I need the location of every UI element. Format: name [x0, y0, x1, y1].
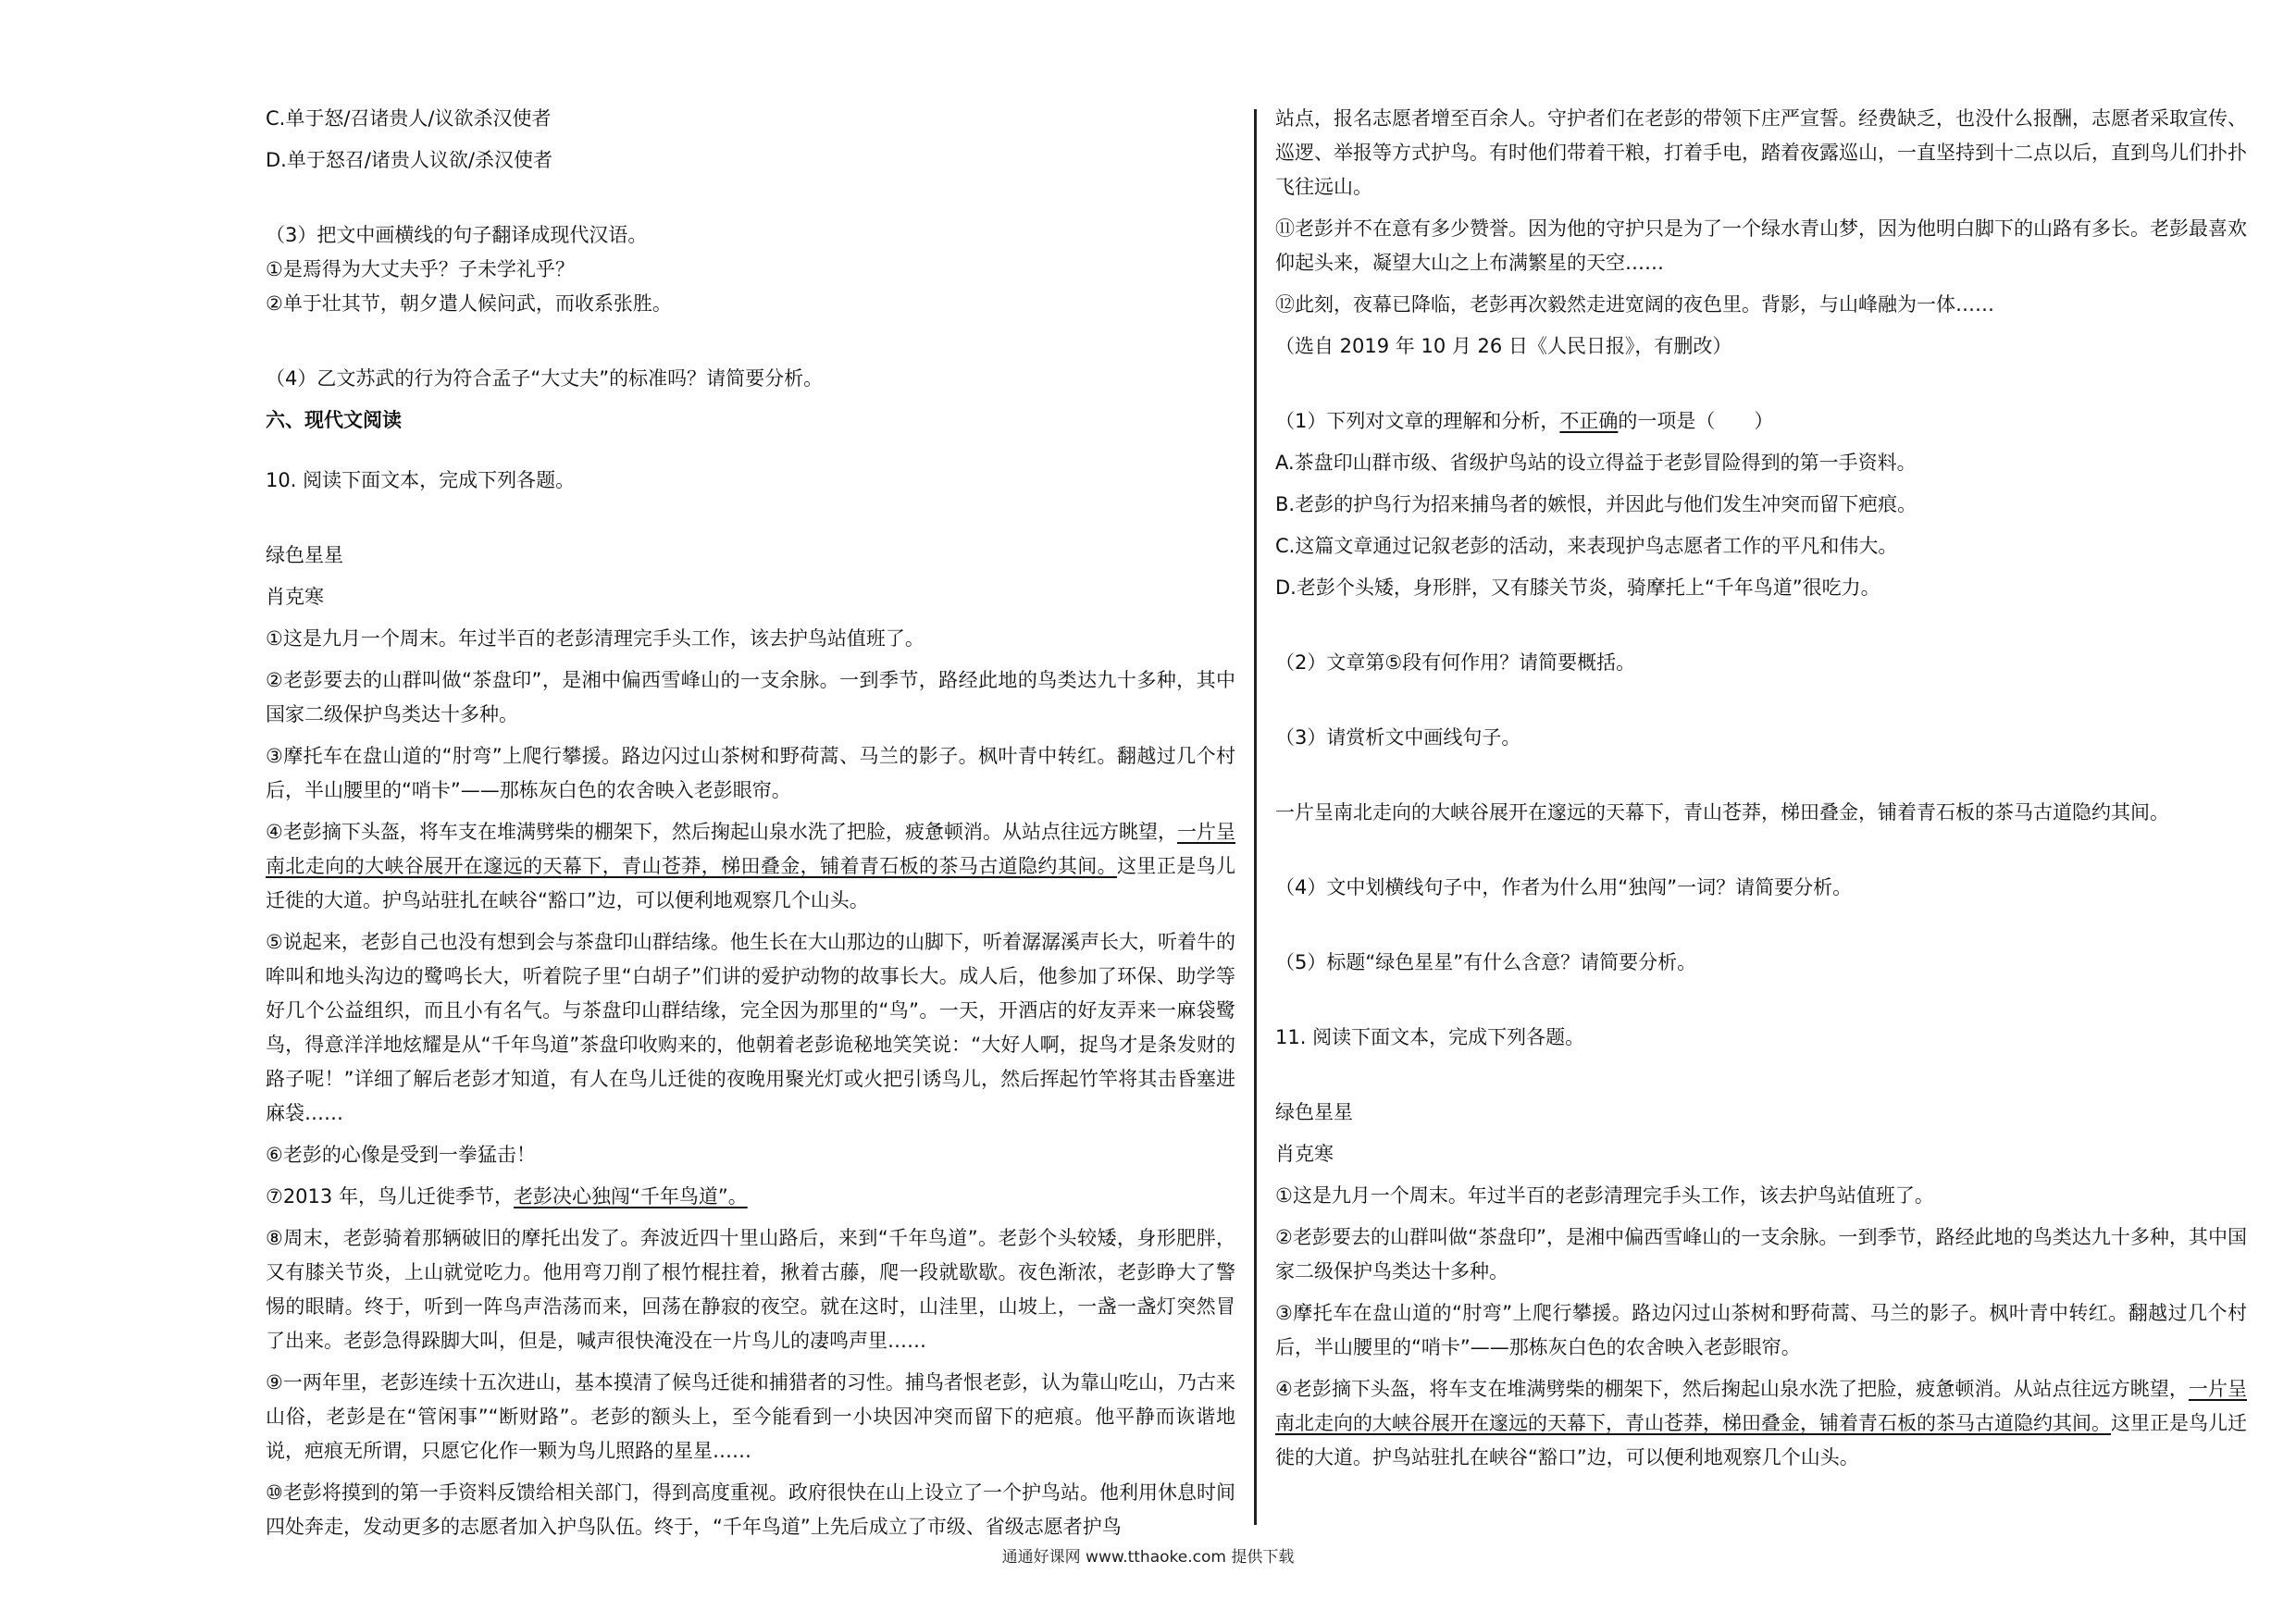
- question-3: （3）把文中画横线的句子翻译成现代汉语。: [266, 224, 648, 246]
- article-title: 绿色星星: [1275, 1101, 1353, 1123]
- paragraph-7-text: ⑦2013 年，鸟儿迁徙季节，: [266, 1185, 514, 1208]
- question-1: [1275, 404, 2247, 439]
- article-title: 绿色星星: [266, 544, 343, 566]
- source-note: （选自 2019 年 10 月 26 日《人民日报》，有删改）: [1275, 335, 1732, 357]
- paragraph-1: ①这是九月一个周末。年过半百的老彭清理完手头工作，该去护鸟站值班了。: [1275, 1184, 1934, 1207]
- underlined-phrase: 老彭决心独闯“千年鸟道”。: [513, 1185, 748, 1208]
- left-column: [266, 102, 1235, 1544]
- underlined-sentence: 一片呈南北走向的大峡谷展开在邃远的天幕下，青山苍莽，梯田叠金，铺着青石板的茶马古道隐约其间。: [266, 821, 1236, 877]
- paragraph-8: ⑧周末，老彭骑着那辆破旧的摩托出发了。奔波近四十里山路后，来到“千年鸟道”。老彭个头较矮，身形肥胖，又有膝关节炎，上山就觉吃力。他用弯刀削了根竹棍拄着，揪着古藤，爬一段就歇歇。夜色渐浓，老彭睁大了警惕的眼睛。终于，听到一阵鸟声浩荡而来，回荡在静寂的夜空。就在这时，山洼里，山坡上，一盏一盏灯突然冒了出来。老彭急得跺脚大叫，但是，喊声很快淹没在一片鸟儿的凄鸣声里……: [266, 1227, 1235, 1352]
- question-2: （2）文章第⑤段有何作用？请简要概括。: [1275, 651, 1636, 674]
- option-a: A.茶盘印山群市级、省级护鸟站的设立得益于老彭冒险得到的第一手资料。: [1275, 452, 1917, 474]
- question-3-item-2: ②单于壮其节，朝夕遣人候问武，而收系张胜。: [266, 292, 672, 315]
- question-3: （3）请赏析文中画线句子。: [1275, 726, 1521, 749]
- question-3-item-1: ①是焉得为大丈夫乎？子未学礼乎？: [266, 258, 575, 280]
- question-4: （4）乙文苏武的行为符合孟子“大丈夫”的标准吗？请简要分析。: [266, 367, 824, 390]
- question-10: 10. 阅读下面文本，完成下列各题。: [266, 469, 576, 491]
- paragraph-5: ⑤说起来，老彭自己也没有想到会与茶盘印山群结缘。他生长在大山那边的山脚下，听着潺潺溪声长大，听着牛的哞叫和地头沟边的鹭鸣长大，听着院子里“白胡子”们讲的爱护动物的故事长大。成人后，他参加了环保、助学等好几个公益组织，而且小有名气。与茶盘印山群结缘，完全因为那里的“鸟”。一天，开酒店的好友弄来一麻袋鹭鸟，得意洋洋地炫耀是从“千年鸟道”茶盘印收购来的，他朝着老彭诡秘地笑笑说：“大好人啊，捉鸟才是条发财的路子呢！”详细了解后老彭才知道，有人在鸟儿迁徙的夜晚用聚光灯或火把引诱鸟儿，然后挥起竹竿将其击昏塞进麻袋……: [266, 931, 1235, 1124]
- column-divider: [1254, 109, 1257, 1525]
- question-5: （5）标题“绿色星星”有什么含意？请简要分析。: [1275, 951, 1697, 973]
- section-heading: 六、现代文阅读: [266, 409, 402, 431]
- paragraph-3: ③摩托车在盘山道的“肘弯”上爬行攀援。路边闪过山茶树和野荷蒿、马兰的影子。枫叶青中转红。翻越过几个村后，半山腰里的“哨卡”——那栋灰白色的农舍映入老彭眼帘。: [266, 745, 1235, 801]
- article-author: 肖克寒: [266, 586, 324, 608]
- article-author: 肖克寒: [1275, 1143, 1334, 1165]
- paragraph-4: [266, 815, 1235, 918]
- paragraph-2: ②老彭要去的山群叫做“茶盘印”，是湘中偏西雪峰山的一支余脉。一到季节，路经此地的鸟类达九十多种，其中国家二级保护鸟类达十多种。: [266, 669, 1235, 725]
- question-1-text-a: （1）下列对文章的理解和分析，: [1275, 410, 1560, 432]
- option-d: D.老彭个头矮，身形胖，又有膝关节炎，骑摩托上“千年鸟道”很吃力。: [1275, 576, 1880, 599]
- paragraph-9: ⑨一两年里，老彭连续十五次进山，基本摸清了候鸟迁徙和捕猎者的习性。捕鸟者恨老彭，认为靠山吃山，乃古来山俗，老彭是在“管闲事”“断财路”。老彭的额头上，至今能看到一小块因冲突而留下的疤痕。他平静而诙谐地说，疤痕无所谓，只愿它化作一颗为鸟儿照路的星星……: [266, 1371, 1235, 1462]
- page-footer: 通通好课网 www.tthaoke.com 提供下载: [1001, 1548, 1295, 1567]
- paragraph-1: ①这是九月一个周末。年过半百的老彭清理完手头工作，该去护鸟站值班了。: [266, 627, 925, 650]
- paragraph-11: ⑪老彭并不在意有多少赞誉。因为他的守护只是为了一个绿水青山梦，因为他明白脚下的山路有多长。老彭最喜欢仰起头来，凝望大山之上布满繁星的天空……: [1275, 217, 2247, 274]
- paragraph-4-text-b: 这里正是鸟儿迁徙的大道。护鸟站驻扎在峡谷“豁口”边，可以便利地观察几个山头。: [266, 855, 1236, 911]
- paragraph-6: ⑥老彭的心像是受到一拳猛击！: [266, 1144, 536, 1166]
- option-b: B.老彭的护鸟行为招来捕鸟者的嫉恨，并因此与他们发生冲突而留下疤痕。: [1275, 493, 1917, 515]
- question-11: 11. 阅读下面文本，完成下列各题。: [1275, 1026, 1585, 1048]
- underlined-sentence: 一片呈南北走向的大峡谷展开在邃远的天幕下，青山苍莽，梯田叠金，铺着青石板的茶马古道隐约其间。: [1275, 1378, 2247, 1434]
- question-1-text-b: 的一项是（ ）: [1618, 410, 1774, 432]
- option-d: D.单于怒召/诸贵人议欲/杀汉使者: [266, 149, 552, 171]
- paragraph-3: ③摩托车在盘山道的“肘弯”上爬行攀援。路边闪过山茶树和野荷蒿、马兰的影子。枫叶青中转红。翻越过几个村后，半山腰里的“哨卡”——那栋灰白色的农舍映入老彭眼帘。: [1275, 1302, 2247, 1358]
- question-4: （4）文中划横线句子中，作者为什么用“独闯”一词？请简要分析。: [1275, 876, 1853, 898]
- option-c: C.单于怒/召诸贵人/议欲杀汉使者: [266, 107, 552, 130]
- right-column: [1275, 102, 2247, 1475]
- option-c: C.这篇文章通过记叙老彭的活动，来表现护鸟志愿者工作的平凡和伟大。: [1275, 535, 1898, 557]
- paragraph-10-continued: 站点，报名志愿者增至百余人。守护者们在老彭的带领下庄严宣誓。经费缺乏，也没什么报酬，志愿者采取宣传、巡逻、举报等方式护鸟。有时他们带着干粮，打着手电，踏着夜露巡山，一直坚持到十二点以后，直到鸟儿们扑扑飞往远山。: [1275, 107, 2247, 198]
- paragraph-4-text-b: 这里正是鸟儿迁徙的大道。护鸟站驻扎在峡谷“豁口”边，可以便利地观察几个山头。: [1275, 1412, 2247, 1468]
- paragraph-2: ②老彭要去的山群叫做“茶盘印”，是湘中偏西雪峰山的一支余脉。一到季节，路经此地的鸟类达九十多种，其中国家二级保护鸟类达十多种。: [1275, 1226, 2247, 1282]
- paragraph-7: [266, 1180, 1235, 1214]
- paragraph-12: ⑫此刻，夜幕已降临，老彭再次毅然走进宽阔的夜色里。背影，与山峰融为一体……: [1275, 293, 1994, 316]
- paragraph-4: [1275, 1372, 2247, 1475]
- quoted-sentence: 一片呈南北走向的大峡谷展开在邃远的天幕下，青山苍莽，梯田叠金，铺着青石板的茶马古道隐约其间。: [1275, 801, 2169, 824]
- paragraph-4-text-a: ④老彭摘下头盔，将车支在堆满劈柴的棚架下，然后掬起山泉水洗了把脸，疲惫顿消。从站点往远方眺望，: [266, 821, 1177, 843]
- paragraph-4-text-a: ④老彭摘下头盔，将车支在堆满劈柴的棚架下，然后掬起山泉水洗了把脸，疲惫顿消。从站点往远方眺望，: [1275, 1378, 2189, 1400]
- question-1-emphasis: 不正确: [1559, 410, 1619, 432]
- paragraph-10: ⑩老彭将摸到的第一手资料反馈给相关部门，得到高度重视。政府很快在山上设立了一个护鸟站。他利用休息时间四处奔走，发动更多的志愿者加入护鸟队伍。终于，“千年鸟道”上先后成立了市级、省级志愿者护鸟: [266, 1481, 1235, 1538]
